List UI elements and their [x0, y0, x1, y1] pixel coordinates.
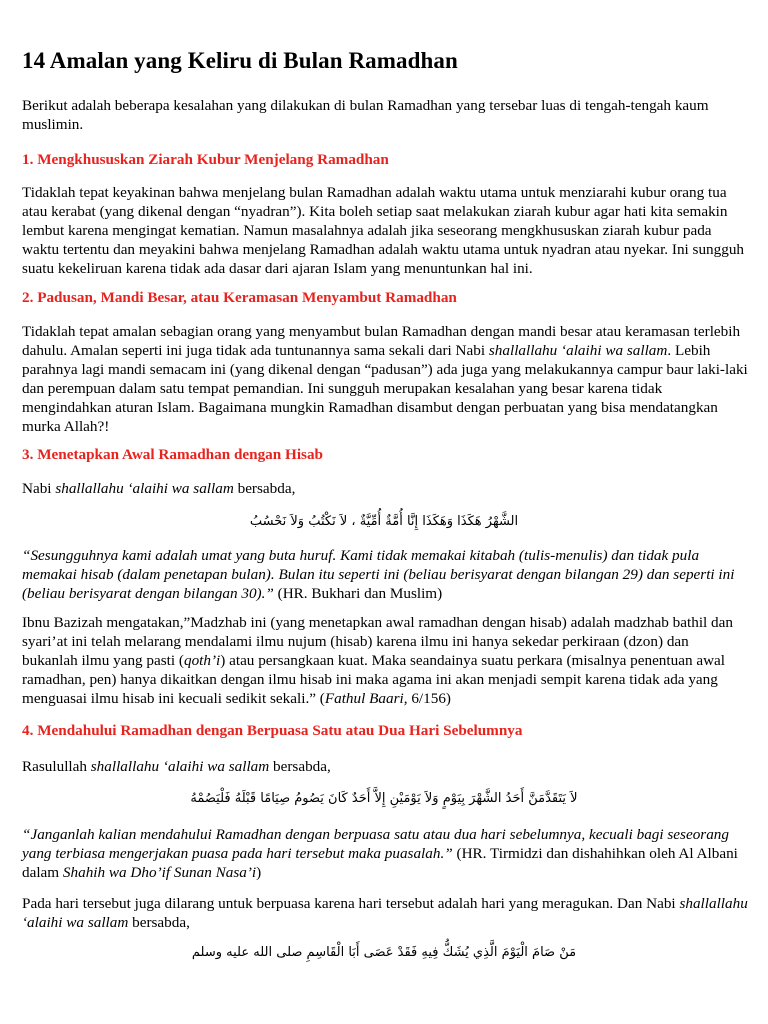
- section-4-heading: 4. Mendahului Ramadhan dengan Berpuasa Satu atau Dua Hari Sebelumnya: [22, 722, 523, 739]
- section-4-honorific: shallallahu ‘alaihi wa sallam: [90, 758, 270, 775]
- section-3-hadith-translation: [22, 546, 748, 603]
- section-4-lead: [22, 757, 748, 776]
- section-4-quote-source-a: (HR. Tirmidzi dan dishahihkan oleh Al Albani dalam: [22, 845, 738, 881]
- section-3-quote: “Sesungguhnya kami adalah umat yang buta huruf. Kami tidak memakai kitabah (tulis-menulis) dan tidak pula memakai hisab (dalam penetapan bulan). Bulan itu seperti ini (beliau berisyarat dengan bilangan 29) dan seperti ini (beliau berisyarat dengan bilangan 30).”: [22, 547, 735, 602]
- section-4-quote: “Janganlah kalian mendahului Ramadhan dengan berpuasa satu atau dua hari sebelumnya, kecuali bagi seseorang yang terbiasa mengerjakan puasa pada hari tersebut maka puasalah.”: [22, 826, 729, 862]
- section-2-heading: 2. Padusan, Mandi Besar, atau Keramasan Menyambut Ramadhan: [22, 289, 457, 306]
- section-4-hadith-arabic-2: مَنْ صَامَ الْيَوْمَ الَّذِي يُشَكُّ فِيهِ فَقَدْ عَصَى أَبَا الْقَاسِمِ صلى الله عليه وسلم: [191, 945, 577, 960]
- section-4-quote-source-b: ): [256, 864, 262, 881]
- section-3-lead-b: bersabda,: [233, 480, 296, 497]
- section-3-p2-a: Ibnu Bazizah mengatakan,”Madzhab ini (yang menetapkan awal ramadhan dengan hisab) adalah madzhab bathil dan syari’at ini telah melarang mendalami ilmu nujum (hisab) karena ilmu ini hanya sekedar perkiraan (dzon) dan bukanlah ilmu yang pasti (: [22, 614, 733, 669]
- section-3-heading: 3. Menetapkan Awal Ramadhan dengan Hisab: [22, 446, 323, 463]
- section-2-honorific: shallallahu ‘alaihi wa sallam: [488, 342, 668, 359]
- page-title: 14 Amalan yang Keliru di Bulan Ramadhan: [22, 48, 458, 73]
- section-3-p2-italic: qoth’i: [183, 652, 221, 669]
- section-3-p2-c: , 6/156): [403, 690, 451, 707]
- section-4-quote-source-book: Shahih wa Dho’if Sunan Nasa’i: [62, 864, 257, 881]
- section-3-p2-b: ) atau persangkaan kuat. Maka seandainya suatu perkara (misalnya penentuan awal ramadhan, pen) hanya dikaitkan dengan ilmu hisab ini maka agama ini akan menjadi sempit karena tidak ada yang menguasai ilmu hisab ini kecuali sedikit sekali.” (: [22, 652, 726, 707]
- section-3-p2-book: Fathul Baari: [324, 690, 404, 707]
- section-2-body-text-b: . Lebih parahnya lagi mandi semacam ini (yang dikenal dengan “padusan”) ada juga yang melakukannya campur baur laki-laki dan perempuan dalam satu tempat pemandian. Ini sungguh merupakan kesalahan yang besar karena tidak mengindahkan aturan Islam. Bagaimana mungkin Ramadhan disambut dengan perbuatan yang bisa mendatangkan murka Allah?!: [22, 342, 748, 435]
- section-2-body-text-a: Tidaklah tepat amalan sebagian orang yang menyambut bulan Ramadhan dengan mandi besar atau keramasan terlebih dahulu. Amalan seperti ini juga tidak ada tuntunannya sama sekali dari Nabi: [22, 323, 741, 359]
- section-3-ibnu-bazizah: [22, 613, 748, 708]
- section-4-p2-b: bersabda,: [128, 914, 190, 931]
- section-3-hadith-arabic: الشَّهْرُ هَكَذَا وَهَكَذَا إِنَّا أُمَّةٌ أُمِّيَّةٌ ، لاَ نَكْتُبُ وَلاَ نَحْسُبُ: [249, 514, 519, 529]
- section-1-heading: 1. Mengkhususkan Ziarah Kubur Menjelang Ramadhan: [22, 151, 389, 168]
- section-2-body: [22, 322, 748, 436]
- section-4-lead-b: bersabda,: [269, 758, 331, 775]
- intro-paragraph: Berikut adalah beberapa kesalahan yang dilakukan di bulan Ramadhan yang tersebar luas di tengah-tengah kaum muslimin.: [22, 97, 709, 133]
- section-4-hadith-arabic: لاَ يَتَقَدَّمَنَّ أَحَدُ الشَّهْرَ بِيَوْمٍ وَلاَ يَوْمَيْنِ إِلاَّ أَحَدٌ كَانَ يَصُومُ صِيَامًا قَبْلَهُ فَلْيَصُمْهُ: [190, 791, 578, 806]
- section-3-honorific: shallallahu ‘alaihi wa sallam: [55, 480, 234, 497]
- section-3-lead: [22, 479, 748, 498]
- section-4-hadith-translation: [22, 825, 748, 882]
- section-4-lead-a: Rasulullah: [22, 758, 91, 775]
- section-4-p2-honorific: shallallahu ‘alaihi wa sallam: [22, 895, 748, 931]
- section-4-doubtful-day: [22, 894, 748, 932]
- section-3-quote-source: (HR. Bukhari dan Muslim): [273, 585, 443, 602]
- section-4-p2-a: Pada hari tersebut juga dilarang untuk berpuasa karena hari tersebut adalah hari yang meragukan. Dan Nabi: [22, 895, 680, 912]
- section-3-lead-a: Nabi: [22, 480, 56, 497]
- section-1-body: Tidaklah tepat keyakinan bahwa menjelang bulan Ramadhan adalah waktu utama untuk menziarahi kubur orang tua atau kerabat (yang dikenal dengan “nyadran”). Kita boleh setiap saat melakukan ziarah kubur agar hati kita semakin lembut karena mengingat kematian. Namun masalahnya adalah jika seseorang mengkhususkan ziarah kubur pada waktu tertentu dan meyakini bahwa menjelang Ramadhan adalah waktu utama untuk nyadran atau nyekar. Ini sungguh suatu kekeliruan karena tidak ada dasar dari ajaran Islam yang menuntunkan hal ini.: [22, 184, 745, 277]
